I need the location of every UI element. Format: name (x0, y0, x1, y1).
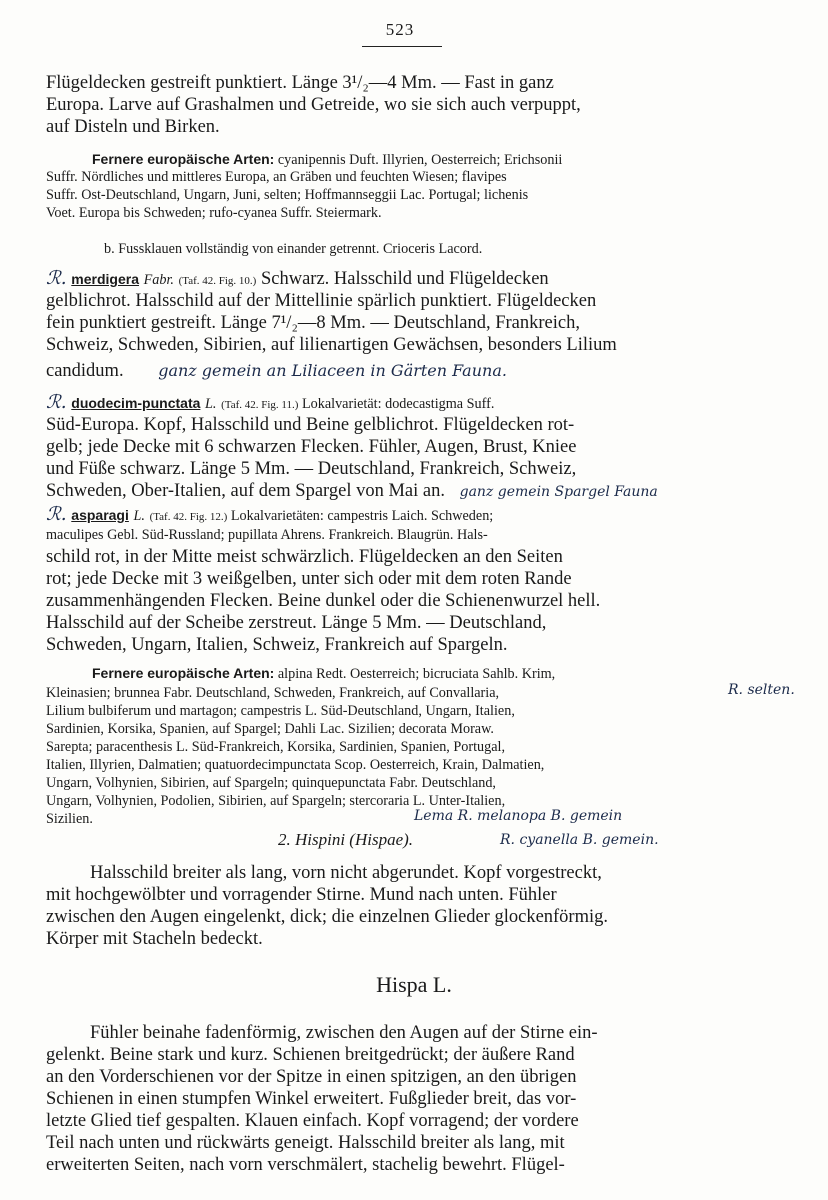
handwritten-note-top: Lema R. melanopa B. gemein (414, 808, 623, 824)
text-line (46, 684, 499, 702)
text-line: b. Fussklauen vollständig von einander getrennt. Crioceris Lacord. (104, 241, 483, 257)
line-text: Kleinasien; brunnea Fabr. Deutschland, Schweden, Frankreich, auf Convallaria, (46, 685, 500, 701)
genus-heading: Hispa L. (376, 972, 452, 997)
text-line: zwischen den Augen eingelenkt, dick; die einzelnen Glieder glockenförmig. (46, 907, 609, 927)
handwritten-note: ganz gemein an Liliaceen in Gärten Fauna. (158, 361, 507, 380)
species-name: duodecim-punctata (71, 395, 201, 411)
handwritten-note-bottom: R. cyanella B. gemein. (500, 832, 659, 848)
text-line: Teil nach unten und rückwärts geneigt. Halsschild breiter als lang, mit (46, 1133, 565, 1153)
text-line: mit hochgewölbter und vorragender Stirne. Mund nach unten. Fühler (46, 885, 557, 905)
text-line: Suffr. Ost-Deutschland, Ungarn, Juni, selten; Hoffmannseggii Lac. Portugal; lichenis (46, 187, 529, 203)
text-line: auf Disteln und Birken. (46, 117, 220, 137)
text-line: schild rot, in der Mitte meist schwärzlich. Flügeldecken an den Seiten (46, 547, 563, 567)
text-line (46, 360, 507, 382)
text-line: Ungarn, Volhynien, Sibirien, auf Spargeln; quinquepunctata Fabr. Deutschland, (46, 775, 496, 791)
text-line: Halsschild breiter als lang, vorn nicht abgerundet. Kopf vorgestreckt, (90, 863, 602, 883)
line-text: alpina Redt. Oesterreich; bicruciata Sahlb. Krim, (274, 666, 556, 682)
text-line (46, 480, 658, 503)
species-entry-merdigera (46, 268, 549, 290)
text-line: Europa. Larve auf Grashalmen und Getreide, wo sie sich auch verpuppt, (46, 95, 581, 115)
text-line: maculipes Gebl. Süd-Russland; pupillata Ahrens. Frankreich. Blaugrün. Hals- (46, 527, 488, 543)
text-line: Schweden, Ungarn, Italien, Schweiz, Frankreich auf Spargeln. (46, 635, 508, 655)
species-author: L. (133, 508, 145, 524)
text-line: Sarepta; paracenthesis L. Süd-Frankreich, Korsika, Sardinien, Spanien, Portugal, (46, 739, 506, 755)
text-line: Halsschild auf der Scheibe zerstreut. Länge 5 Mm. — Deutschland, (46, 613, 547, 633)
text-line: Körper mit Stacheln bedeckt. (46, 929, 263, 949)
text-line: und Füße schwarz. Länge 5 Mm. — Deutschland, Frankreich, Schweiz, (46, 459, 577, 479)
text-line: Ungarn, Volhynien, Podolien, Sibirien, auf Spargeln; stercoraria L. Unter-Italien, (46, 793, 506, 809)
handwritten-mark: ℛ. (46, 504, 67, 525)
plate-reference: (Taf. 42. Fig. 10.) (178, 275, 257, 287)
text-line: gelblichrot. Halsschild auf der Mittellinie spärlich punktiert. Flügeldecken (46, 291, 597, 311)
plate-reference: (Taf. 42. Fig. 12.) (149, 511, 228, 523)
handwritten-note: ganz gemein Spargel Fauna (459, 484, 658, 500)
text-line: gelenkt. Beine stark und kurz. Schienen breitgedrückt; der äußere Rand (46, 1045, 575, 1065)
text-line: Schweiz, Schweden, Sibirien, auf lilienartigen Gewächsen, besonders Lilium (46, 335, 617, 355)
plate-reference: (Taf. 42. Fig. 11.) (221, 399, 299, 411)
text-line: erweiterten Seiten, nach vorn verschmälert, stachelig bewehrt. Flügel- (46, 1155, 565, 1175)
handwritten-mark: ℛ. (46, 392, 67, 413)
text-line: letzte Glied tief gespalten. Klauen einfach. Kopf vorragend; der vordere (46, 1111, 579, 1131)
line-text: cyanipennis Duft. Illyrien, Oesterreich; Erichsonii (274, 152, 563, 168)
text-line: Sardinien, Korsika, Spanien, auf Spargel; Dahli Lac. Sizilien; decorata Moraw. (46, 721, 494, 737)
text-line: Italien, Illyrien, Dalmatien; quatuordecimpunctata Scop. Oesterreich, Krain, Dalmatien, (46, 757, 545, 773)
species-entry-asparagi (46, 504, 493, 526)
text-line: Fühler beinahe fadenförmig, zwischen den Augen auf der Stirne ein- (90, 1023, 598, 1043)
text-line: Süd-Europa. Kopf, Halsschild und Beine gelblichrot. Flügeldecken rot- (46, 415, 575, 435)
line-text: Lokalvarietäten: campestris Laich. Schweden; (227, 508, 494, 524)
text-line (92, 664, 555, 683)
line-text: Schweden, Ober-Italien, auf dem Spargel von Mai an. (46, 481, 445, 501)
line-text: Schwarz. Halsschild und Flügeldecken (256, 269, 549, 289)
species-author: Fabr. (143, 272, 174, 288)
line-text: Lokalvarietät: dodecastigma Suff. (298, 396, 495, 412)
section-lead: Fernere europäische Arten: (92, 665, 275, 681)
handwritten-mark: ℛ. (46, 268, 67, 289)
text-line: Suffr. Nördliches und mittleres Europa, an Gräben und feuchten Wiesen; flavipes (46, 169, 507, 185)
text-line: rot; jede Decke mit 3 weißgelben, unter sich oder mit dem roten Rande (46, 569, 572, 589)
text-line: gelb; jede Decke mit 6 schwarzen Flecken. Fühler, Augen, Brust, Kniee (46, 437, 577, 457)
text-line: Sizilien. (46, 811, 93, 827)
species-entry-duodecim-punctata (46, 392, 494, 414)
species-author: L. (205, 396, 217, 412)
page-number: 523 (385, 20, 415, 39)
text-line (92, 150, 562, 169)
section-title: 2. Hispini (Hispae). (278, 830, 414, 849)
handwritten-margin-note: R. selten. (728, 682, 795, 698)
section-lead: Fernere europäische Arten: (92, 151, 275, 167)
text-line: zusammenhängenden Flecken. Beine dunkel oder die Schienenwurzel hell. (46, 591, 601, 611)
species-name: asparagi (71, 507, 129, 523)
text-line: Lilium bulbiferum und martagon; campestris L. Süd-Deutschland, Ungarn, Italien, (46, 703, 515, 719)
line-text: candidum. (46, 361, 124, 381)
text-line: Schienen in einen stumpfen Winkel erweitert. Fußglieder breit, das vor- (46, 1089, 577, 1109)
text-line: Voet. Europa bis Schweden; rufo-cyanea Suffr. Steiermark. (46, 205, 382, 221)
text-line: Flügeldecken gestreift punktiert. Länge 3¹/₂—4 Mm. — Fast in ganz (46, 73, 554, 93)
species-name: merdigera (71, 271, 139, 287)
text-line: an den Vorderschienen vor der Spitze in einen spitzigen, an den übrigen (46, 1067, 577, 1087)
page-number-rule (362, 46, 442, 47)
text-line: fein punktiert gestreift. Länge 7¹/₂—8 Mm. — Deutschland, Frankreich, (46, 313, 580, 333)
